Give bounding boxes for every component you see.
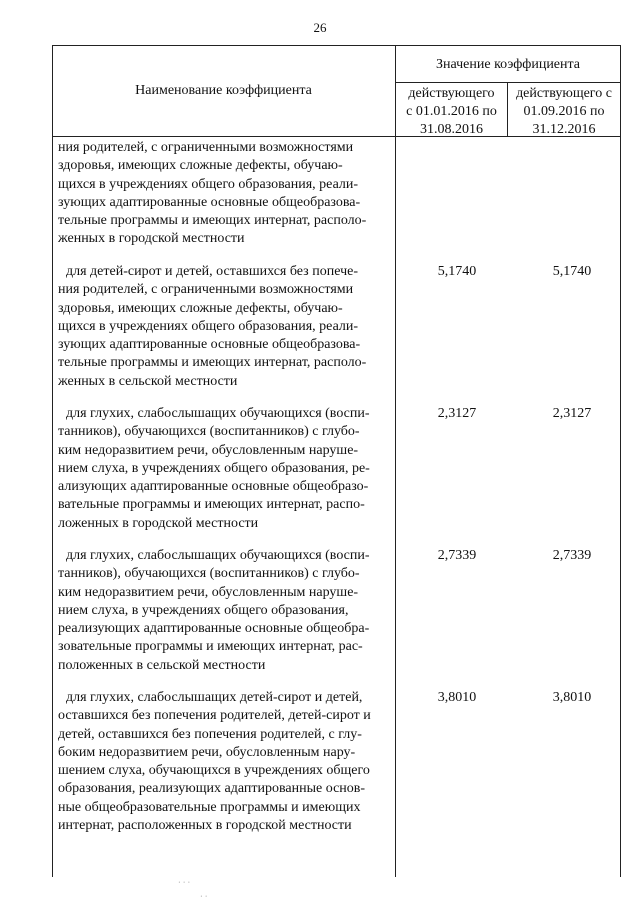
description-line: зовательные программы и имеющих интернат, рас-: [58, 639, 363, 655]
value-period-2: 2,7339: [552, 548, 592, 563]
description-line: танников), обучающихся (воспитанников) с глубо-: [58, 424, 360, 440]
description-line: ния родителей, с ограниченными возможностями: [58, 282, 354, 298]
coefficient-description: [58, 547, 400, 675]
description-line: здоровья, имеющих сложные дефекты, обучаю-: [58, 300, 343, 316]
header-top-border: [52, 45, 621, 46]
value-period-1: 5,1740: [437, 264, 477, 279]
description-line: танников), обучающихся (воспитанников) с глубо-: [58, 566, 360, 582]
description-line: щихся в учреждениях общего образования, реали-: [58, 318, 359, 334]
description-line: женных в городской местности: [58, 231, 245, 247]
value-period-1: 2,3127: [437, 406, 477, 421]
value-period-2: 2,3127: [552, 406, 592, 421]
header-period-2-line: 01.09.2016 по: [523, 104, 605, 119]
description-line: боким недоразвитием речи, обусловленным нару-: [58, 744, 356, 760]
scan-noise: ⋅ ⋅ ⋅: [178, 878, 191, 887]
description-line: интернат, расположенных в городской местности: [58, 818, 352, 834]
description-line: щихся в учреждениях общего образования, реали-: [58, 176, 359, 192]
description-line: женных в сельской местности: [58, 373, 238, 389]
value-period-1: 2,7339: [437, 548, 477, 563]
description-line: для глухих, слабослышащих обучающихся (воспи-: [66, 548, 370, 563]
description-line: зующих адаптированные основные общеобразова-: [58, 337, 361, 353]
description-line: для глухих, слабослышащих обучающихся (воспи-: [66, 406, 370, 421]
coefficient-description: [58, 405, 400, 533]
description-line: ким недоразвитием речи, обусловленным наруше-: [58, 584, 359, 600]
header-period-2: [508, 85, 620, 139]
description-line: образования, реализующих адаптированные основ-: [58, 781, 366, 797]
description-line: здоровья, имеющих сложные дефекты, обучаю-: [58, 158, 343, 174]
value-period-2: 5,1740: [552, 264, 592, 279]
description-line: положенных в сельской местности: [58, 657, 266, 673]
header-value-column: Значение коэффициента: [435, 57, 581, 72]
header-period-1-line: с 01.01.2016 по: [406, 104, 497, 119]
description-line: ализующих адаптированные основные общеобразо-: [58, 479, 369, 495]
page-number: 26: [313, 20, 327, 35]
description-line: детей, оставшихся без попечения родителей, с глу-: [58, 726, 362, 742]
description-line: тельные программы и имеющих интернат, располо-: [58, 213, 367, 229]
header-period-2-line: действующего с: [516, 86, 612, 101]
body-left-border: [52, 137, 53, 877]
description-line: нием слуха, в учреждениях общего образования,: [58, 602, 349, 618]
header-subdivider: [395, 82, 621, 83]
value-period-1: 3,8010: [437, 690, 477, 705]
header-period-2-line: 31.12.2016: [532, 122, 596, 137]
description-line: ные общеобразовательные программы и имеющих: [58, 799, 361, 815]
header-name-column: Наименование коэффициента: [135, 83, 312, 98]
header-period-1: [396, 85, 507, 139]
value-period-2: 3,8010: [552, 690, 592, 705]
header-period-1-line: 31.08.2016: [420, 122, 483, 137]
description-line: для детей-сирот и детей, оставшихся без попече-: [66, 264, 358, 279]
description-line: зующих адаптированные основные общеобразова-: [58, 194, 361, 210]
table-header: [52, 45, 621, 137]
description-line: вательные программы и имеющих интернат, распо-: [58, 497, 365, 513]
description-line: ложенных в городской местности: [58, 515, 259, 531]
description-line: тельные программы и имеющих интернат, располо-: [58, 355, 367, 371]
body-right-border: [620, 137, 621, 877]
description-line: оставшихся без попечения родителей, детей-сирот и: [58, 708, 371, 724]
table-body: [52, 137, 621, 877]
scan-noise: ⋅ ⋅: [200, 892, 208, 901]
coefficient-description: [58, 689, 400, 835]
header-right-border: [620, 45, 621, 137]
description-line: для глухих, слабослышащих детей-сирот и детей,: [66, 690, 363, 705]
description-line: реализующих адаптированные основные общеобра-: [58, 621, 370, 637]
coefficient-description: [58, 139, 400, 249]
header-period-1-line: действующего: [408, 86, 495, 101]
description-line: ния родителей, с ограниченными возможностями: [58, 140, 354, 155]
coefficient-description: [58, 263, 400, 391]
description-line: нием слуха, в учреждениях общего образования, ре-: [58, 460, 370, 476]
description-line: шением слуха, обучающихся в учреждениях общего: [58, 763, 370, 779]
description-line: ким недоразвитием речи, обусловленным наруше-: [58, 442, 359, 458]
